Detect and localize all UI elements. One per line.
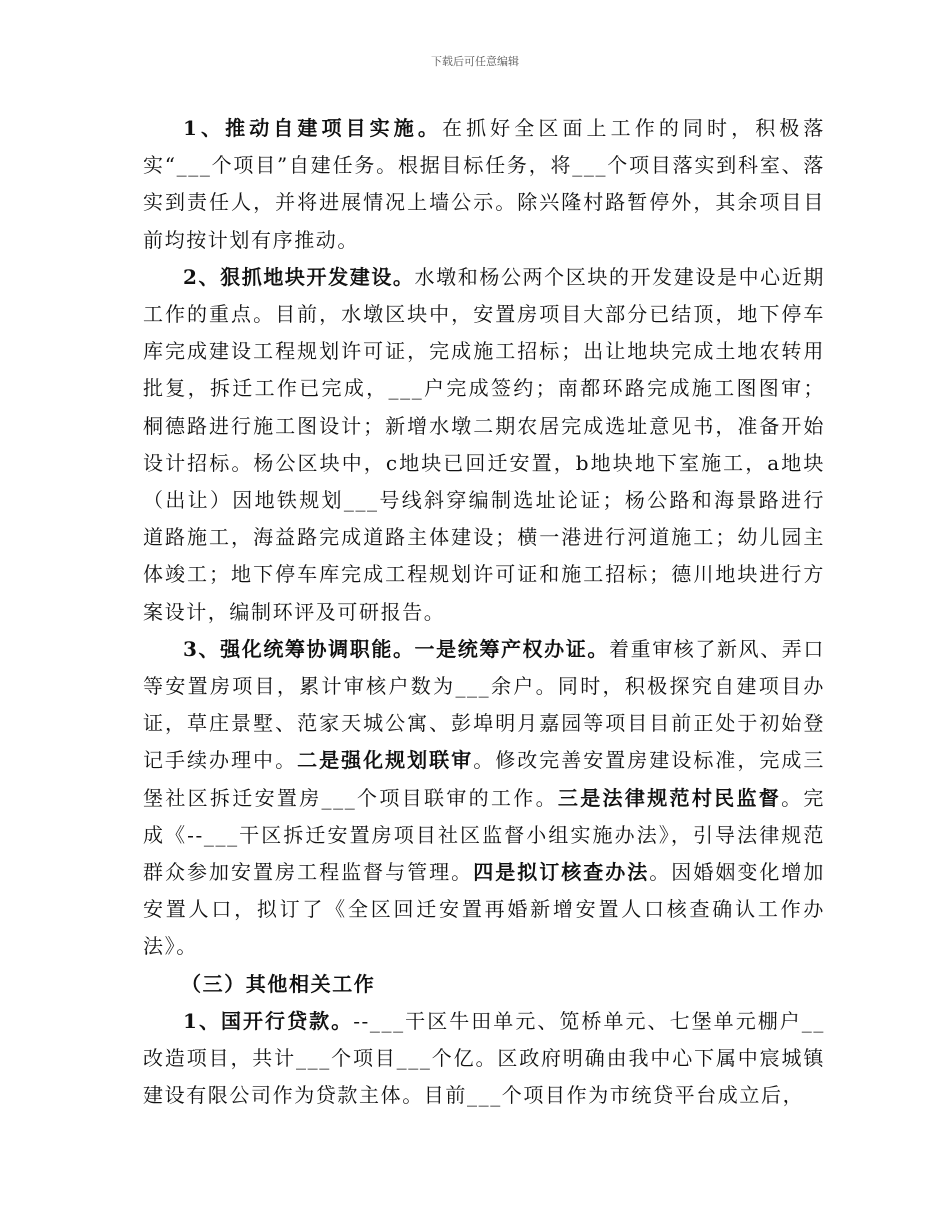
paragraph-3-subheading-4: 四是拟订核查办法: [473, 860, 650, 885]
paragraph-3-text-a: 着重审核了新风、弄口等安置房项目，累计审核户数为___余户。同时，积极探究自建项目办证，草庄景墅、范家天城公寓、彭埠明月嘉园等项目目前正处于初始登记手续办理中。: [143, 636, 826, 773]
paragraph-4: [143, 1003, 825, 1115]
paragraph-3: [143, 631, 825, 966]
section-heading: [143, 966, 825, 1003]
paragraph-3-subheading-2: 二是强化规划联审: [297, 748, 474, 773]
paragraph-4-heading: 1、国开行贷款。: [183, 1008, 354, 1033]
paragraph-3-text-d: 。因婚姻变化增加安置人口，拟订了《全区回迁安置再婚新增安置人口核查确认工作办法》。: [143, 860, 825, 959]
paragraph-4-text: --___干区牛田单元、笕桥单元、七堡单元棚户__改造项目，共计___个项目___个亿。区政府明确由我中心下属中宸城镇建设有限公司作为贷款主体。目前___个项目作为市统贷平台成立后，: [143, 1008, 825, 1108]
paragraph-2-text: 水墩和杨公两个区块的开发建设是中心近期工作的重点。目前，水墩区块中，安置房项目大部分已结顶，地下停车库完成建设工程规划许可证，完成施工招标；出让地块完成土地农转用批复，拆迁工作已完成，___户完成签约；南都环路完成施工图图审；桐德路进行施工图设计；新增水墩二期农居完成选址意见书，准备开始设计招标。杨公区块中，c地块已回迁安置，b地块地下室施工，a地块（出让）因地铁规划___号线斜穿编制选址论证；杨公路和海景路进行道路施工，海益路完成道路主体建设；横一港进行河道施工；幼儿园主体竣工；地下停车库完成工程规划许可证和施工招标；德川地块进行方案设计，编制环评及可研报告。: [143, 264, 825, 624]
paragraph-3-text-b: 。修改完善安置房建设标准，完成三堡社区拆迁安置房___个项目联审的工作。: [143, 748, 825, 810]
paragraph-3-subheading-3: 三是法律规范村民监督: [557, 785, 782, 810]
paragraph-2-heading: 2、狠抓地块开发建设。: [183, 264, 415, 289]
document-body: [143, 110, 825, 1114]
paragraph-1: [143, 110, 825, 259]
paragraph-3-text-c: 。完成《--___干区拆迁安置房项目社区监督小组实施办法》，引导法律规范群众参加安置房工程监督与管理。: [143, 785, 826, 885]
paragraph-1-text: 在抓好全区面上工作的同时，积极落实“___个项目”自建任务。根据目标任务，将___个项目落实到科室、落实到责任人，并将进展情况上墙公示。除兴隆村路暂停外，其余项目目前均按计划有序推动。: [143, 116, 825, 252]
section-heading-text: （三）其他相关工作: [181, 971, 376, 996]
paragraph-3-heading: 3、强化统筹协调职能。一是统筹产权办证。: [183, 636, 609, 661]
page-header: 下载后可任意编辑: [431, 55, 519, 68]
paragraph-2: [143, 259, 825, 631]
paragraph-1-heading: 1、推动自建项目实施。: [183, 116, 442, 140]
